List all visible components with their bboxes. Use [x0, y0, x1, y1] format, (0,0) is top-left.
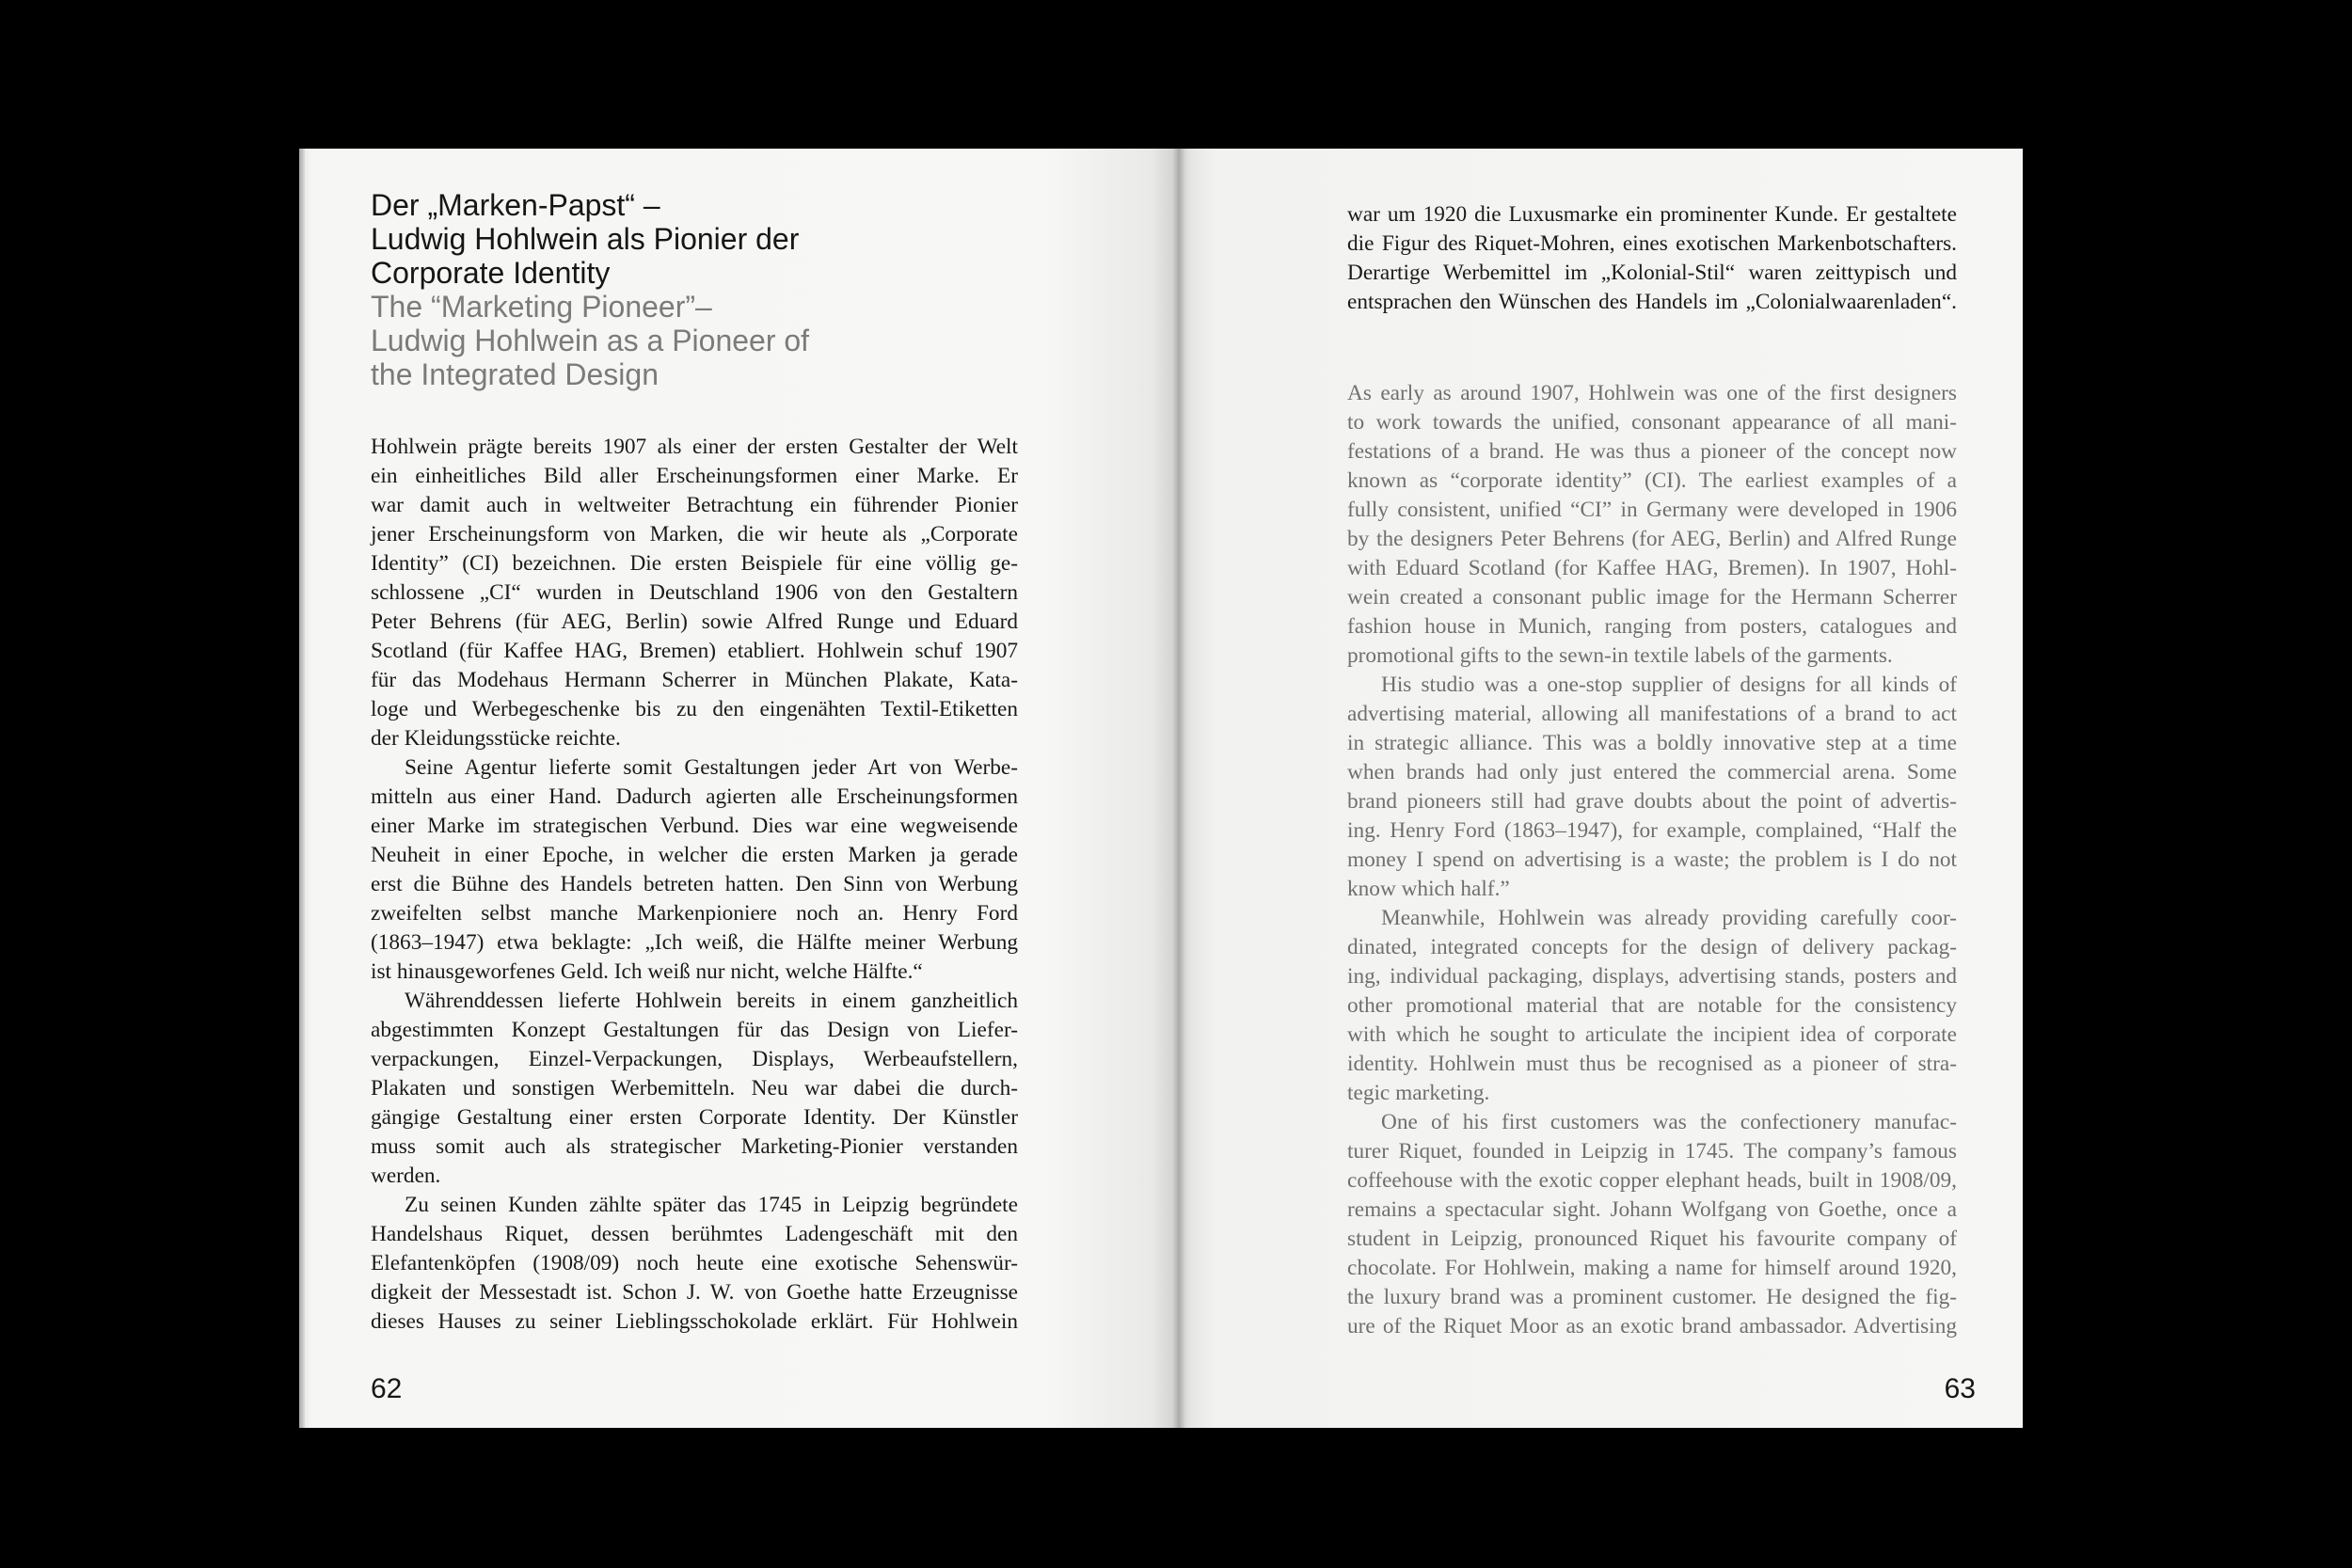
text-line: werden. — [371, 1164, 441, 1188]
heading-german — [371, 188, 860, 290]
text-line: the luxury brand was a prominent customer. He designed the fig- — [1347, 1285, 1957, 1309]
text-line: schlossene „CI“ wurden in Deutschland 1906 von den Gestaltern — [371, 580, 1018, 605]
text-line: fashion house in Munich, ranging from posters, catalogues and — [1347, 614, 1957, 639]
text-line: ein einheitliches Bild aller Erscheinungsformen einer Marke. Er — [371, 464, 1018, 488]
text-line: turer Riquet, founded in Leipzig in 1745. The company’s famous — [1347, 1139, 1957, 1164]
text-line: mitteln aus einer Hand. Dadurch agierten alle Erscheinungsformen — [371, 784, 1018, 809]
page-number: 62 — [371, 1373, 403, 1404]
text-line: erst die Bühne des Handels betreten hatten. Den Sinn von Werbung — [371, 872, 1018, 896]
text-line: brand pioneers still had grave doubts about the point of advertis- — [1347, 789, 1957, 814]
text-line: student in Leipzig, pronounced Riquet his favourite company of — [1347, 1227, 1957, 1251]
page-number: 63 — [1944, 1373, 1976, 1404]
text-line: dinated, integrated concepts for the design of delivery packag- — [1347, 935, 1957, 959]
text-line: war damit auch in weltweiter Betrachtung ein führender Pionier — [371, 493, 1018, 517]
text-line: jener Erscheinungsform von Marken, die wir heute als „Corporate — [371, 522, 1018, 546]
text-line: muss somit auch als strategischer Marketing-Pionier verstanden — [371, 1134, 1018, 1159]
text-line: Derartige Werbemittel im „Kolonial-Stil“ waren zeittypisch und — [1347, 261, 1957, 285]
text-line: Plakaten und sonstigen Werbemitteln. Neu war dabei die durch- — [371, 1076, 1018, 1101]
text-line: with Eduard Scotland (for Kaffee HAG, Bremen). In 1907, Hohl- — [1347, 556, 1957, 580]
text-line: entsprachen den Wünschen des Handels im „Colonialwaarenladen“. — [1347, 290, 1957, 314]
text-line: Handelshaus Riquet, dessen berühmtes Ladengeschäft mit den — [371, 1222, 1018, 1246]
text-line: ure of the Riquet Moor as an exotic brand ambassador. Advertising — [1347, 1314, 1957, 1338]
text-line: chocolate. For Hohlwein, making a name for himself around 1920, — [1347, 1256, 1957, 1280]
heading-line: Ludwig Hohlwein as a Pioneer of — [371, 324, 810, 357]
spine-gutter — [1172, 149, 1185, 1428]
text-line: advertising material, allowing all manifestations of a brand to act — [1347, 702, 1957, 726]
text-line: wein created a consonant public image for the Hermann Scherrer — [1347, 585, 1957, 610]
text-line: Neuheit in einer Epoche, in welcher die ersten Marken ja gerade — [371, 843, 1018, 867]
heading-line: The “Marketing Pioneer”– — [371, 290, 712, 324]
body-text-english — [1347, 379, 1957, 1341]
heading-line: Ludwig Hohlwein als Pionier der — [371, 222, 800, 256]
text-line: einer Marke im strategischen Verbund. Dies war eine wegweisende — [371, 814, 1018, 838]
text-line: Meanwhile, Hohlwein was already providing carefully coor- — [1381, 906, 1957, 930]
text-line: Hohlwein prägte bereits 1907 als einer der ersten Gestalter der Welt — [371, 435, 1018, 459]
text-line: ing. Henry Ford (1863–1947), for example, complained, “Half the — [1347, 818, 1957, 843]
text-line: known as “corporate identity” (CI). The earliest examples of a — [1347, 468, 1957, 493]
text-line: in strategic alliance. This was a boldly innovative step at a time — [1347, 731, 1957, 755]
text-line: His studio was a one-stop supplier of designs for all kinds of — [1381, 673, 1957, 697]
text-line: fully consistent, unified “CI” in Germany were developed in 1906 — [1347, 498, 1957, 522]
text-line: verpackungen, Einzel-Verpackungen, Displays, Werbeaufstellern, — [371, 1047, 1018, 1071]
text-line: die Figur des Riquet-Mohren, eines exotischen Markenbotschafters. — [1347, 231, 1957, 256]
text-line: As early as around 1907, Hohlwein was one of the first designers — [1347, 381, 1957, 405]
left-page — [299, 149, 1178, 1428]
text-line: promotional gifts to the sewn-in textile labels of the garments. — [1347, 643, 1893, 668]
body-text-german-continued — [1347, 200, 1957, 317]
text-line: abgestimmten Konzept Gestaltungen für das Design von Liefer- — [371, 1018, 1018, 1042]
heading-line: Der „Marken-Papst“ – — [371, 188, 660, 222]
text-line: der Kleidungsstücke reichte. — [371, 726, 621, 751]
text-line: with which he sought to articulate the incipient idea of corporate — [1347, 1022, 1957, 1047]
text-line: Währenddessen lieferte Hohlwein bereits in einem ganzheitlich — [405, 989, 1018, 1013]
text-line: digkeit der Messestadt ist. Schon J. W. von Goethe hatte Erzeugnisse — [371, 1280, 1018, 1305]
text-line: One of his first customers was the confectionery manufac- — [1381, 1110, 1957, 1134]
body-text-german — [371, 433, 1018, 1337]
text-line: ing, individual packaging, displays, advertising stands, posters and — [1347, 964, 1957, 989]
text-line: ist hinausgeworfenes Geld. Ich weiß nur nicht, welche Hälfte.“ — [371, 959, 923, 984]
text-line: dieses Hauses zu seiner Lieblingsschokolade erklärt. Für Hohlwein — [371, 1309, 1018, 1334]
text-line: by the designers Peter Behrens (for AEG, Berlin) and Alfred Runge — [1347, 527, 1957, 551]
text-line: für das Modehaus Hermann Scherrer in München Plakate, Kata- — [371, 668, 1018, 692]
text-line: tegic marketing. — [1347, 1081, 1490, 1105]
text-line: other promotional material that are notable for the consistency — [1347, 993, 1957, 1018]
text-line: to work towards the unified, consonant appearance of all mani- — [1347, 410, 1957, 435]
text-line: Peter Behrens (für AEG, Berlin) sowie Alfred Runge und Eduard — [371, 610, 1018, 634]
text-line: identity. Hohlwein must thus be recognised as a pioneer of stra- — [1347, 1052, 1957, 1076]
text-line: money I spend on advertising is a waste; the problem is I do not — [1347, 847, 1957, 872]
heading-line: the Integrated Design — [371, 357, 659, 391]
page-edge — [299, 149, 305, 1428]
text-line: festations of a brand. He was thus a pioneer of the concept now — [1347, 439, 1957, 464]
text-line: war um 1920 die Luxusmarke ein prominenter Kunde. Er gestaltete — [1347, 202, 1957, 227]
text-line: loge und Werbegeschenke bis zu den eingenähten Textil-Etiketten — [371, 697, 1018, 721]
text-line: (1863–1947) etwa beklagte: „Ich weiß, die Hälfte meiner Werbung — [371, 930, 1018, 955]
heading-line: Corporate Identity — [371, 256, 611, 290]
text-line: Elefantenköpfen (1908/09) noch heute eine exotische Sehenswür- — [371, 1251, 1018, 1275]
text-line: gängige Gestaltung einer ersten Corporate Identity. Der Künstler — [371, 1105, 1018, 1130]
text-line: know which half.” — [1347, 877, 1510, 901]
text-line: zweifelten selbst manche Markenpioniere noch an. Henry Ford — [371, 901, 1018, 926]
right-page — [1178, 149, 2023, 1428]
heading-english — [371, 290, 860, 391]
text-line: remains a spectacular sight. Johann Wolfgang von Goethe, once a — [1347, 1197, 1957, 1222]
text-line: when brands had only just entered the commercial arena. Some — [1347, 760, 1957, 784]
text-line: Seine Agentur lieferte somit Gestaltungen jeder Art von Werbe- — [405, 755, 1018, 780]
text-line: Scotland (für Kaffee HAG, Bremen) etabliert. Hohlwein schuf 1907 — [371, 639, 1018, 663]
text-line: coffeehouse with the exotic copper elephant heads, built in 1908/09, — [1347, 1168, 1957, 1193]
text-line: Zu seinen Kunden zählte später das 1745 in Leipzig begründete — [405, 1193, 1018, 1217]
text-line: Identity” (CI) bezeichnen. Die ersten Beispiele für eine völlig ge- — [371, 551, 1018, 576]
